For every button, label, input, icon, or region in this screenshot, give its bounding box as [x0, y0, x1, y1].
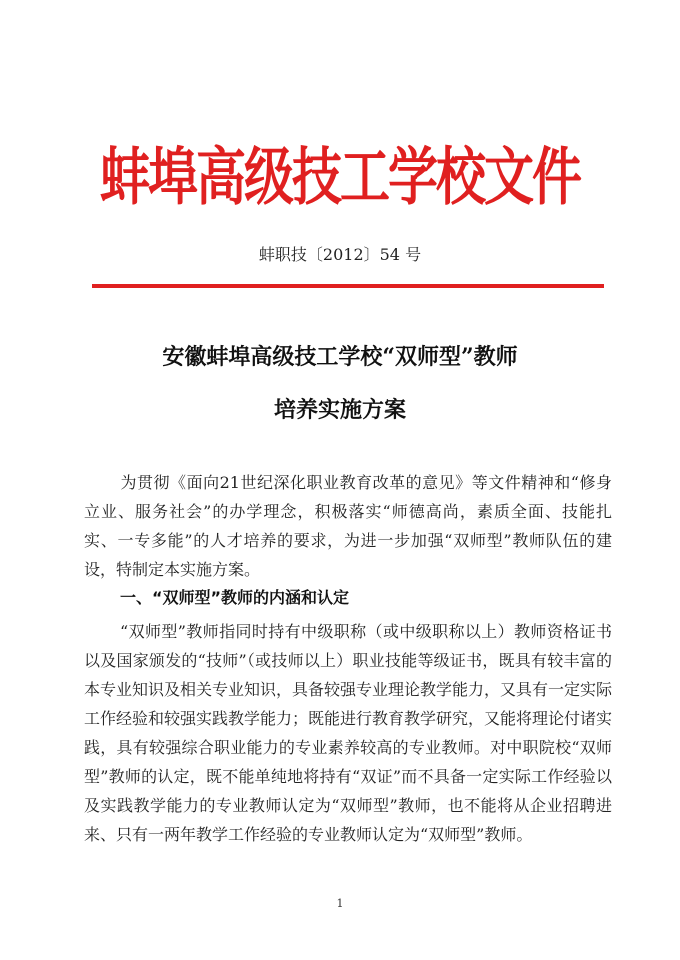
intro-paragraph — [84, 468, 612, 584]
document-title-line-2: 培养实施方案 — [273, 397, 406, 423]
document-title-line-1: 安徽蚌埠高级技工学校“双师型”教师 — [162, 344, 518, 370]
document-number: 蚌职技〔2012〕54 号 — [258, 245, 422, 264]
red-divider-line — [92, 284, 604, 288]
page-number: 1 — [336, 897, 344, 910]
section-heading: 一、“双师型”教师的内涵和认定 — [120, 588, 350, 607]
section-paragraph — [84, 617, 612, 849]
section-paragraph-text: “双师型”教师指同时持有中级职称（或中级职称以上）教师资格证书以及国家颁发的“技师”（或技师以上）职业技能等级证书，既具有较丰富的本专业知识及相关专业知识，具备较强专业理论教学能力，又具有一定实际工作经验和较强实践教学能力；既能进行教育教学研究，又能将理论付诸实践，具有较强综合职业能力的专业素养较高的专业教师。对中职院校“双师型”教师的认定，既不能单纯地将持有“双证”而不具备一定实际工作经验以及实践教学能力的专业教师认定为“双师型”教师，也不能将从企业招聘进来、只有一两年教学工作经验的专业教师认定为“双师型”教师。 — [84, 622, 613, 844]
letterhead-title: 蚌埠高级技工学校文件 — [100, 139, 580, 214]
intro-paragraph-text: 为贯彻《面向21世纪深化职业教育改革的意见》等文件精神和“修身立业、服务社会”的办学理念，积极落实“师德高尚，素质全面、技能扎实、一专多能”的人才培养的要求，为进一步加强“双师型”教师队伍的建设，特制定本实施方案。 — [84, 473, 612, 579]
